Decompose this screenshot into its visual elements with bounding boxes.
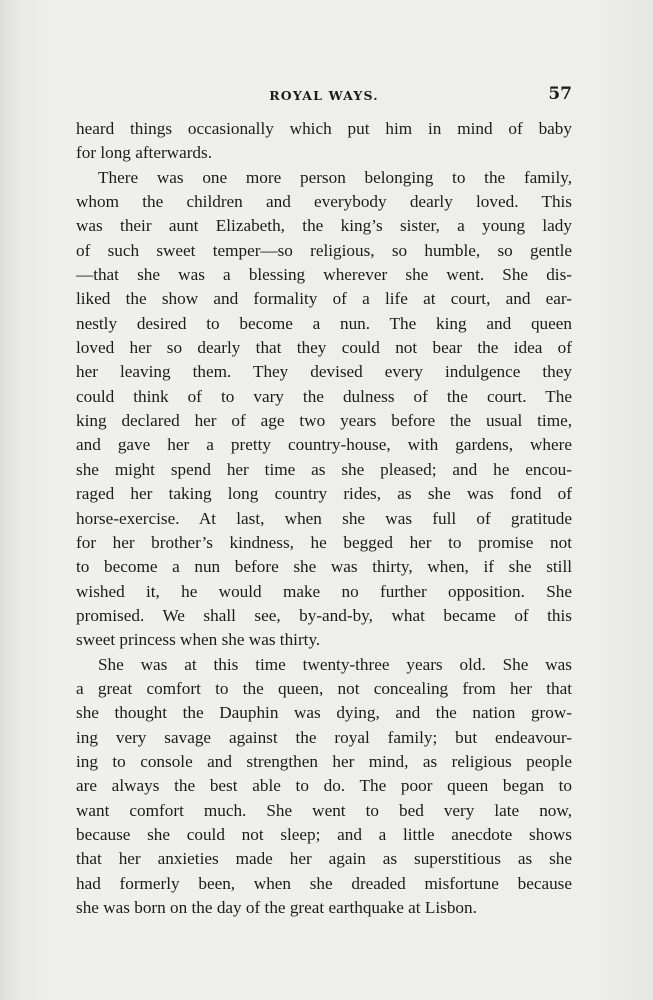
running-title: ROYAL WAYS. [269,88,379,103]
text-line: ing to console and strengthen her mind, as religious people [76,751,572,771]
paragraph-3 [76,653,572,921]
text-line: want comfort much. She went to bed very late now, [76,800,572,820]
text-line: raged her taking long country rides, as she was fond of [76,484,572,504]
text-line: she thought the Dauphin was dying, and the nation grow- [76,703,572,723]
text-line: that her anxieties made her again as superstitious as she [76,849,572,869]
text-line: sweet princess when she was thirty. [76,630,321,650]
text-line: loved her so dearly that they could not bear the idea of [76,338,572,358]
text-line: could think of to vary the dulness of the court. The [76,386,572,406]
text-line: and gave her a pretty country-house, with gardens, where [76,435,572,455]
text-line: her leaving them. They devised every indulgence they [76,362,572,382]
text-line: she was born on the day of the great earthquake at Lisbon. [76,898,477,917]
text-line: nestly desired to become a nun. The king and queen [76,313,572,333]
text-line: —that she was a blessing wherever she went. She dis- [76,265,572,285]
text-line: liked the show and formality of a life at court, and ear- [76,289,572,309]
text-line: of such sweet temper—so religious, so humble, so gentle [76,240,572,260]
text-line: had formerly been, when she dreaded misfortune because [76,873,572,893]
text-line: to become a nun before she was thirty, when, if she still [76,557,572,577]
page-number: 57 [548,84,572,104]
body-text [76,117,572,920]
paragraph-1 [76,117,572,166]
text-line: whom the children and everybody dearly loved. This [76,192,572,212]
text-line: heard things occasionally which put him in mind of baby [76,119,572,138]
text-line: ing very savage against the royal family; but endeavour- [76,727,572,747]
text-line: she might spend her time as she pleased; and he encou- [76,459,572,479]
paragraph-2 [76,166,572,653]
text-line: wished it, he would make no further opposition. She [76,581,572,601]
text-line: because she could not sleep; and a little anecdote shows [76,824,572,844]
text-line: king declared her of age two years before the usual time, [76,411,572,431]
text-line: are always the best able to do. The poor queen began to [76,776,572,796]
text-line: for long afterwards. [76,143,213,163]
text-line: a great comfort to the queen, not concealing from her that [76,678,572,698]
text-line: There was one more person belonging to the family, [98,167,572,187]
running-head [76,84,572,108]
text-line: horse-exercise. At last, when she was full of gratitude [76,508,572,528]
text-line: promised. We shall see, by-and-by, what became of this [76,605,572,625]
text-line: She was at this time twenty-three years old. She was [98,654,572,674]
text-line: for her brother’s kindness, he begged her to promise not [76,532,572,552]
text-line: was their aunt Elizabeth, the king’s sister, a young lady [76,216,572,236]
